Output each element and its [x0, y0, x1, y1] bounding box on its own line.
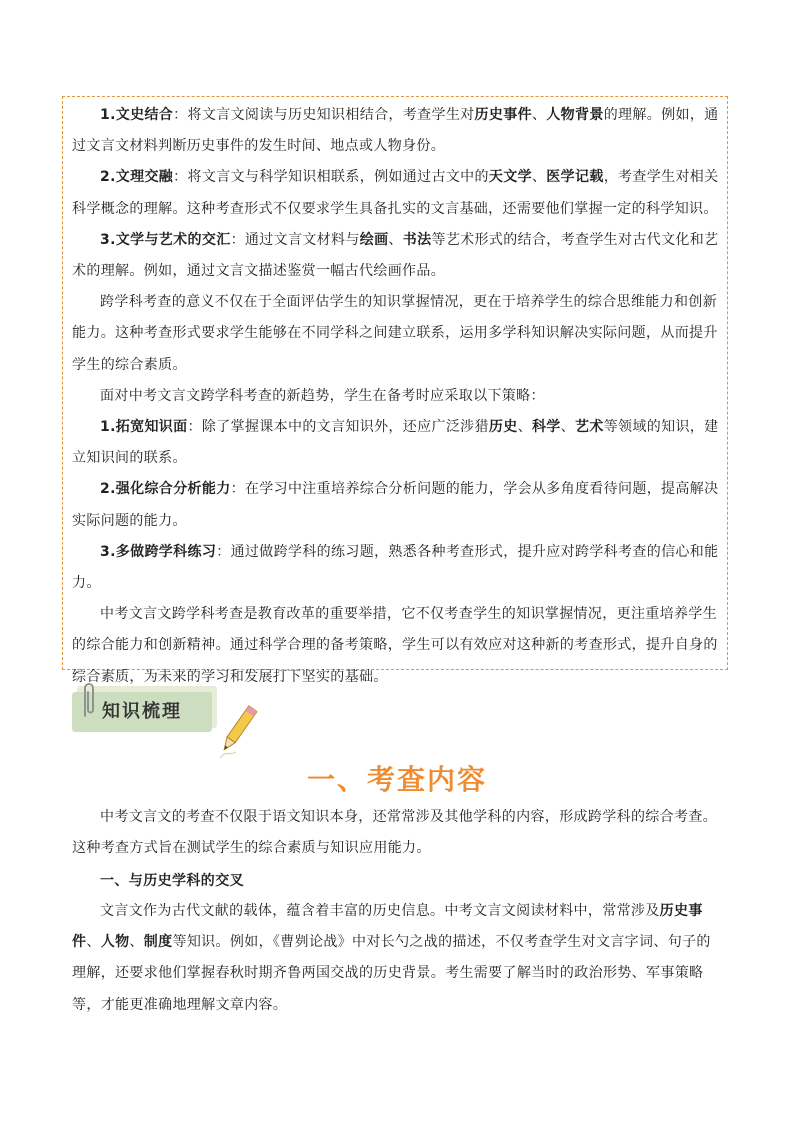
history-paragraph [72, 896, 722, 1021]
bold-term: 1.文史结合 [100, 107, 174, 123]
bold-term: 2.强化综合分析能力 [100, 481, 231, 498]
bold-term: 2.文理交融 [100, 169, 174, 186]
paragraph [72, 802, 722, 864]
text-run: 跨学科考查的意义不仅在于全面评估学生的知识掌握情况，更在于培养学生的综合思维能力和创新能力。这种考查形式要求学生能够在不同学科之间建立联系，运用多学科知识解决实际问题，从而提升学生的综合素质。 [72, 294, 718, 373]
text-run: 、 [517, 419, 532, 436]
box-paragraph [72, 381, 722, 412]
bold-term: 绘画 [359, 231, 389, 248]
text-run: ：通过做跨学科的练习题，熟悉各种考查形式，提升应对跨学科考查的信心和能力。 [72, 543, 719, 592]
bold-term: 人物 [100, 934, 130, 951]
text-run: 文言文作为古代文献的载体，蕴含着丰富的历史信息。中考文言文阅读材料中，常常涉及 [100, 903, 660, 919]
bold-term: 人物背景 [546, 107, 604, 123]
box-paragraph [72, 100, 722, 162]
text-run: 的理解。例如，通过文言文材料判断历史事件的发生时间、地点或人物身份。 [72, 107, 719, 155]
text-run: 、 [388, 231, 403, 248]
text-run: 等知识。例如，《曹刿论战》中对长勺之战的描述，不仅考查学生对文言字词、句子的理解，还要求他们掌握春秋时期齐鲁两国交战的历史背景。考生需要了解当时的政治形势、军事策略等，才能更准确地理解文章内容。 [72, 934, 711, 1013]
text-run: 、 [531, 169, 547, 186]
bold-term: 3.文学与艺术的交汇 [100, 231, 231, 248]
bold-term: 历史事件 [72, 903, 703, 951]
text-run: ：在学习中注重培养综合分析问题的能力，学会从多角度看待问题，提高解决实际问题的能力。 [72, 481, 719, 529]
bold-term: 3.多做跨学科练习 [100, 543, 217, 560]
intro-paragraph [72, 802, 722, 864]
history-subtitle: 一、与历史学科的交叉 [100, 873, 244, 889]
section-title: 一、考查内容 [306, 763, 487, 796]
text-run: ：除了掌握课本中的文言知识外，还应广泛涉猎 [187, 419, 489, 436]
box-paragraphs [72, 100, 722, 693]
box-paragraph [72, 162, 722, 224]
bold-term: 天文学 [488, 169, 532, 186]
text-run: 面对中考文言文跨学科考查的新趋势，学生在备考时应采取以下策略： [100, 387, 545, 404]
text-run: 中考文言文的考查不仅限于语文知识本身，还常常涉及其他学科的内容，形成跨学科的综合考查。这种考查方式旨在测试学生的综合素质与知识应用能力。 [72, 809, 718, 857]
paperclip-icon [78, 680, 100, 720]
box-paragraph [72, 474, 722, 536]
bold-term: 历史事件 [474, 107, 532, 123]
box-paragraph [72, 225, 722, 287]
bold-term: 1.拓宽知识面 [100, 419, 188, 436]
bold-term: 制度 [143, 934, 173, 951]
text-run: 、 [531, 107, 547, 123]
text-run: 、 [86, 934, 101, 951]
box-paragraph [72, 287, 722, 381]
bold-term: 艺术 [575, 419, 604, 436]
text-run: ：通过文言文材料与 [230, 231, 360, 248]
text-run: ：将文言文与科学知识相联系，例如通过古文中的 [173, 169, 489, 186]
tag-label: 知识梳理 [72, 692, 212, 732]
text-run: 等艺术形式的结合，考查学生对古代文化和艺术的理解。例如，通过文言文描述鉴赏一幅古代绘画作品。 [72, 231, 719, 280]
text-run: 、 [560, 419, 575, 436]
text-run: 中考文言文跨学科考查是教育改革的重要举措，它不仅考查学生的知识掌握情况，更注重培养学生的综合能力和创新精神。通过科学合理的备考策略，学生可以有效应对这种新的考查形式，提升自身的综合素质，为未来的学习和发展打下坚实的基础。 [72, 606, 718, 685]
paragraph [72, 896, 722, 1021]
box-paragraph [72, 599, 722, 693]
bold-term: 历史 [488, 419, 518, 436]
bold-term: 书法 [402, 231, 432, 248]
box-paragraph [72, 537, 722, 599]
box-paragraph [72, 412, 722, 474]
text-run: 、 [129, 934, 144, 951]
pencil-icon [218, 700, 258, 760]
bold-term: 医学记载 [546, 169, 604, 186]
text-run: 等领域的知识，建立知识间的联系。 [72, 419, 719, 467]
text-run: ，考查学生对相关科学概念的理解。这种考查形式不仅要求学生具备扎实的文言基础，还需要他们掌握一定的科学知识。 [72, 169, 719, 217]
section-tag [68, 680, 258, 760]
text-run: ：将文言文阅读与历史知识相结合，考查学生对 [173, 107, 475, 123]
bold-term: 科学 [531, 419, 561, 436]
